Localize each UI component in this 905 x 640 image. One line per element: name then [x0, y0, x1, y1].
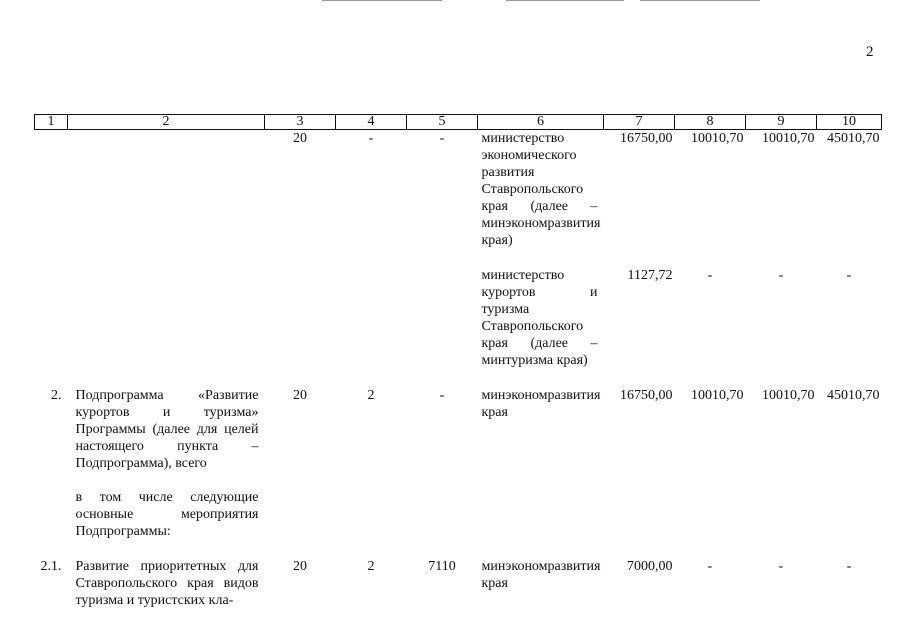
row-number: [35, 267, 68, 387]
cell-col10: 45010,70: [827, 131, 880, 146]
row-number: 2.1.: [40, 559, 62, 574]
responsible-org: минэкономразвития края: [481, 559, 601, 591]
cell-col5: 7110: [428, 559, 456, 574]
cell-col4: 2: [367, 559, 375, 574]
scan-edge-line-right: [640, 0, 760, 1]
budget-table: [34, 114, 882, 609]
column-header: 8: [675, 115, 746, 130]
responsible-org: министерство экономического развития Ставропольского края (далее – минэкономразвития края): [481, 131, 601, 248]
column-header: 10: [817, 115, 882, 130]
row-name: [68, 267, 265, 387]
table-row: [35, 130, 882, 268]
cell-col3: 20: [293, 131, 307, 146]
cell-col8: 10010,70: [691, 388, 744, 403]
cell-col9: -: [778, 559, 784, 574]
cell-col3: 20: [293, 559, 307, 574]
cell-col9: 10010,70: [762, 131, 815, 146]
row-name: Подпрограмма «Развитие курортов и туризма» Программы (далее для целей настоящего пункта – Подпрограмма), всего: [75, 388, 259, 471]
table-row: [35, 558, 882, 609]
column-header: 6: [478, 115, 604, 130]
responsible-org: министерство курортов и туризма Ставропольского края (далее – минтуризма края): [481, 268, 598, 368]
row-number: [35, 130, 68, 268]
row-name: Развитие приоритетных для Ставропольского края видов туризма и туристских кла-: [75, 559, 259, 608]
column-header: 1: [35, 115, 68, 130]
page-number: 2: [866, 44, 874, 60]
cell-col10: -: [846, 268, 852, 283]
scan-edge-line-mid: [506, 0, 624, 1]
cell-col4: [336, 267, 407, 387]
cell-col7: 7000,00: [627, 559, 673, 574]
responsible-org: минэкономразвития края: [481, 388, 601, 420]
table-row: [35, 267, 882, 387]
cell-col9: 10010,70: [762, 388, 815, 403]
cell-col8: 10010,70: [691, 131, 744, 146]
cell-col5: -: [439, 388, 445, 403]
column-header: 4: [336, 115, 407, 130]
cell-col9: -: [778, 268, 784, 283]
cell-col7: 16750,00: [620, 388, 673, 403]
cell-col10: 45010,70: [827, 388, 880, 403]
cell-col4: -: [368, 131, 374, 146]
column-header: 7: [604, 115, 675, 130]
column-header: 9: [746, 115, 817, 130]
table-row: [35, 387, 882, 558]
cell-col3: 20: [293, 388, 307, 403]
column-header: 2: [68, 115, 265, 130]
row-name-note: в том числе следующие основные мероприятия Подпрограммы:: [75, 490, 259, 539]
scan-edge-line-left: [322, 0, 442, 1]
cell-col5: -: [439, 131, 445, 146]
column-header: 3: [265, 115, 336, 130]
row-name: [68, 130, 265, 268]
cell-col5: [407, 267, 478, 387]
column-header: 5: [407, 115, 478, 130]
cell-col10: -: [846, 559, 852, 574]
cell-col4: 2: [367, 388, 375, 403]
cell-col7: 16750,00: [620, 131, 673, 146]
cell-col7: 1127,72: [627, 268, 673, 283]
cell-col3: [265, 267, 336, 387]
table-header-row: [35, 115, 882, 130]
row-name-cell: [68, 387, 265, 558]
row-number: 2.: [51, 388, 62, 403]
cell-col8: -: [707, 559, 713, 574]
cell-col8: -: [707, 268, 713, 283]
